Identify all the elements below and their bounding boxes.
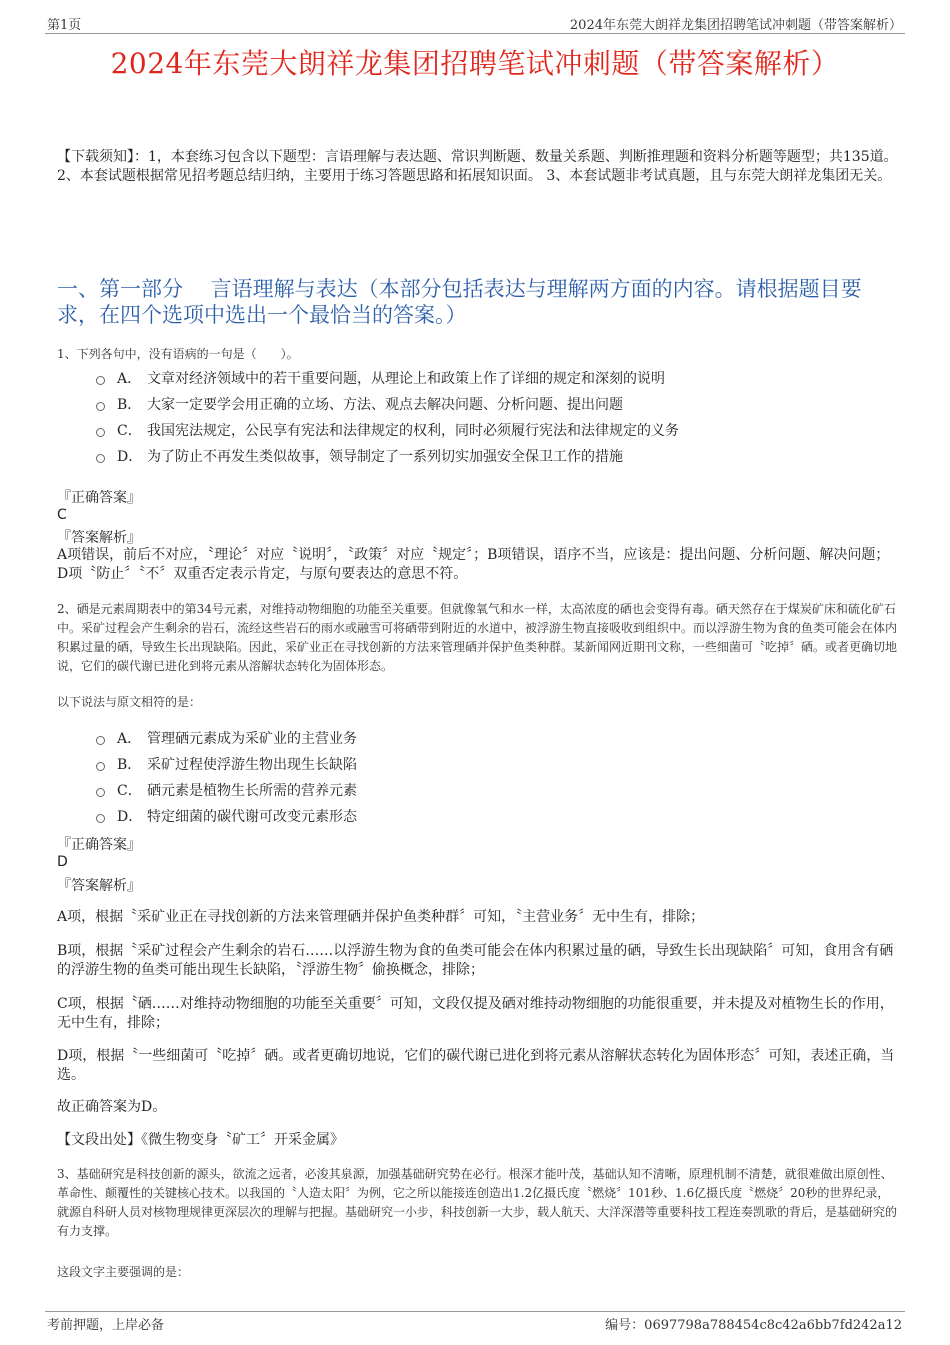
- radio-icon[interactable]: [96, 736, 105, 745]
- q2-option-d[interactable]: [96, 806, 357, 826]
- option-text: 管理硒元素成为采矿业的主营业务: [147, 731, 357, 747]
- q1-analysis-label: 『答案解析』: [57, 530, 141, 546]
- footer-slogan: 考前押题，上岸必备: [47, 1318, 165, 1333]
- option-letter: A．: [117, 731, 142, 747]
- radio-icon[interactable]: [96, 762, 105, 771]
- header-divider: [45, 33, 905, 34]
- download-notice: 【下载须知】：1，本套练习包含以下题型：言语理解与表达题、常识判断题、数量关系题、判断推理题和资料分析题等题型；共135道。 2、本套试题根据常见招考题总结归纳，主要用于练习答题思路和拓展知识面。 3、本套试题非考试真题，且与东莞大朗祥龙集团无关。: [57, 149, 898, 184]
- option-letter: A．: [117, 371, 142, 387]
- header-doc-title: 2024年东莞大朗祥龙集团招聘笔试冲刺题（带答案解析）: [569, 18, 902, 33]
- q2-analysis-label: 『答案解析』: [57, 878, 141, 894]
- q2-analysis-a: A项，根据〝采矿业正在寻找创新的方法来管理硒并保护鱼类种群〞可知，〝主营业务〞无中生有，排除；: [57, 909, 705, 925]
- option-letter: C．: [117, 423, 142, 439]
- q1-option-c[interactable]: [96, 420, 679, 440]
- q2-source: 【文段出处】《微生物变身〝矿工〞开采金属》: [57, 1132, 344, 1148]
- radio-icon[interactable]: [96, 454, 105, 463]
- q2-answer: D: [57, 854, 68, 870]
- q2-option-a[interactable]: [96, 728, 357, 748]
- section-heading: 一、第一部分 言语理解与表达（本部分包括表达与理解两方面的内容。请根据题目要求，在四个选项中选出一个最恰当的答案。）: [57, 277, 862, 327]
- option-letter: D．: [117, 809, 143, 825]
- radio-icon[interactable]: [96, 814, 105, 823]
- option-letter: B．: [117, 397, 142, 413]
- q2-conclusion: 故正确答案为D。: [57, 1099, 167, 1115]
- q2-option-b[interactable]: [96, 754, 357, 774]
- page-number: 第1页: [47, 18, 82, 33]
- option-text: 硒元素是植物生长所需的营养元素: [147, 783, 357, 799]
- radio-icon[interactable]: [96, 788, 105, 797]
- option-letter: D．: [117, 449, 143, 465]
- question-1-stem: 1、下列各句中，没有语病的一句是（ ）。: [57, 347, 299, 361]
- footer-divider: [45, 1311, 905, 1312]
- option-text: 特定细菌的碳代谢可改变元素形态: [147, 809, 357, 825]
- q1-option-b[interactable]: [96, 394, 623, 414]
- q1-analysis: A项错误，前后不对应，〝理论〞对应〝说明〞，〝政策〞对应〝规定〞；B项错误，语序不当，应该是：提出问题、分析问题、解决问题；D项〝防止〞〝不〞双重否定表示肯定，与原句要表达的意思不符。: [57, 547, 890, 582]
- q1-option-d[interactable]: [96, 446, 623, 466]
- radio-icon[interactable]: [96, 376, 105, 385]
- q2-analysis-d: D项，根据〝一些细菌可〝吃掉〞硒。或者更确切地说，它们的碳代谢已进化到将元素从溶解状态转化为固体形态〞可知，表述正确，当选。: [57, 1048, 895, 1083]
- q1-answer: C: [57, 507, 67, 523]
- option-text: 采矿过程使浮游生物出现生长缺陷: [147, 757, 357, 773]
- question-3-stem: 3、基础研究是科技创新的源头，欲流之远者，必浚其泉源，加强基础研究势在必行。根深才能叶茂，基础认知不清晰，原理机制不清楚，就很难做出原创性、革命性、颠覆性的关键核心技术。以我国的〝人造太阳〞为例，它之所以能接连创造出1.2亿摄氏度〝燃烧〞101秒、1.6亿摄氏度〝燃烧〞20秒的世界纪录，就源自科研人员对核物理规律更深层次的理解与把握。基础研究一小步，科技创新一大步，载人航天、大洋深潜等重要科技工程连奏凯歌的背后，是基础研究的有力支撑。: [57, 1167, 898, 1238]
- option-letter: C．: [117, 783, 142, 799]
- radio-icon[interactable]: [96, 402, 105, 411]
- option-text: 大家一定要学会用正确的立场、方法、观点去解决问题、分析问题、提出问题: [147, 397, 623, 413]
- radio-icon[interactable]: [96, 428, 105, 437]
- option-text: 为了防止不再发生类似故事，领导制定了一系列切实加强安全保卫工作的措施: [147, 449, 623, 465]
- question-2-stem: 2、硒是元素周期表中的第34号元素，对维持动物细胞的功能至关重要。但就像氧气和水一样，太高浓度的硒也会变得有毒。硒天然存在于煤炭矿床和硫化矿石中。采矿过程会产生剩余的岩石，流经这些岩石的雨水或融雪可将硒带到附近的水道中，被浮游生物直接吸收到组织中。而以浮游生物为食的鱼类可能会在体内积累过量的硒，导致生长出现缺陷。因此，采矿业正在寻找创新的方法来管理硒并保护鱼类种群。某新闻网近期刊文称，一些细菌可〝吃掉〞硒。或者更确切地说，它们的碳代谢已进化到将元素从溶解状态转化为固体形态。: [57, 602, 898, 673]
- question-2-prompt: 以下说法与原文相符的是：: [57, 695, 202, 709]
- q2-option-c[interactable]: [96, 780, 357, 800]
- q2-answer-label: 『正确答案』: [57, 837, 141, 853]
- q1-answer-label: 『正确答案』: [57, 490, 141, 506]
- question-3-prompt: 这段文字主要强调的是：: [57, 1265, 190, 1279]
- option-letter: B．: [117, 757, 142, 773]
- q2-analysis-b: B项，根据〝采矿过程会产生剩余的岩石……以浮游生物为食的鱼类可能会在体内积累过量的硒，导致生长出现缺陷〞可知，食用含有硒的浮游生物的鱼类可能出现生长缺陷，〝浮游生物〞偷换概念，排除；: [57, 943, 894, 978]
- option-text: 我国宪法规定，公民享有宪法和法律规定的权利，同时必须履行宪法和法律规定的义务: [147, 423, 679, 439]
- q2-analysis-c: C项，根据〝硒……对维持动物细胞的功能至关重要〞可知，文段仅提及硒对维持动物细胞的功能很重要，并未提及对植物生长的作用，无中生有，排除；: [57, 996, 894, 1031]
- page-title: 2024年东莞大朗祥龙集团招聘笔试冲刺题（带答案解析）: [110, 47, 840, 80]
- footer-serial: 编号：0697798a788454c8c42a6bb7fd242a12: [605, 1318, 902, 1333]
- option-text: 文章对经济领域中的若干重要问题，从理论上和政策上作了详细的规定和深刻的说明: [147, 371, 665, 387]
- q1-option-a[interactable]: [96, 368, 665, 388]
